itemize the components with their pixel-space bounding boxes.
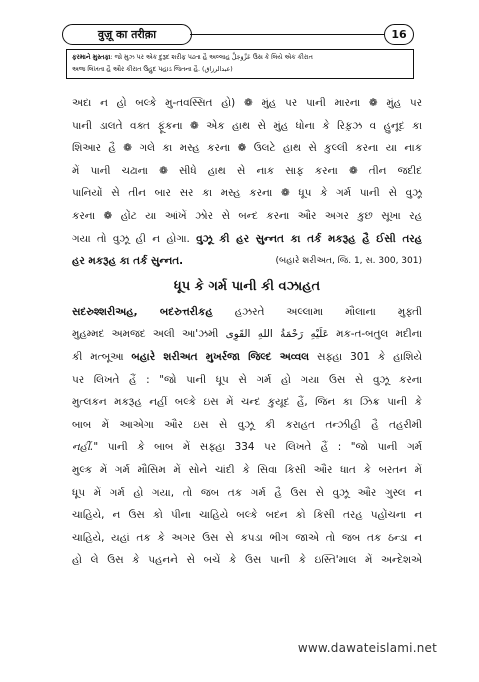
chapter-title: वुज़ू का तरीक़ा <box>62 24 192 45</box>
text-line: ચાહિયે, ન ઉસ કો પીના ચાહિયે બલ્કે બદન કો કિસી તરહ પહોંચના ન <box>72 509 422 522</box>
text-line: સદરુશ્શરીઅહ, બદરુત્તરીકહ હઝરતે અલ્લામા મૌલાના મુફ્તી <box>72 305 422 318</box>
text-line: કરના ❁ હોંટ યા આંખેં ઝોર સે બન્દ કરના ઔર અગર કુછ સૂખા રહ <box>72 209 422 222</box>
reference-citation: (બહારે શરીઅત, જિ. 1, સ. 300, 301) <box>275 256 422 267</box>
text-line <box>72 250 422 273</box>
text-line: અદા ન હો બલ્કે મુ-તવસ્સિત હો) ❁ મુંહ પર પાની મારના ❁ મુંહ પર <box>72 97 422 109</box>
text-line: નહીં." પાની કે બાબ મેં સફ્હા 334 પર લિખતે હૈં : "જો પાની ગર્મ <box>72 441 422 454</box>
text-line: બાબ મેં આએગા ઔર ઇસ સે વુઝૂ કી કરાહત તન્ઝીહી હૈ તહરીમી <box>72 418 422 431</box>
page-number: 16 <box>384 24 414 45</box>
page-header <box>62 24 414 45</box>
text-line: મુલ્ક મેં ગર્મ મૌસિમ મેં સોને ચાંદી કે સિવા કિસી ઔર ધાત કે બરતન મેં <box>72 463 422 476</box>
section-heading: ધૂપ કે ગર્મ પાની કી વઝાહત <box>173 278 321 294</box>
farmaan-label: ફરમાને મુસ્તફા <box>72 54 111 61</box>
text-line: પાની ડાલતે વક્ત ફૂંકના ❁ એક હાથ સે મુંહ ધોના કે રિફ઼ઝ વ હુનૂદ કા <box>72 119 422 132</box>
text-line: કી મત્બૂઆ બહારે શરીઅત મુખર્રજા જિલ્દ અવ્વલ સફ્હા 301 કે હાશિયે <box>72 350 422 363</box>
text-line: મુહમ્મદ અમજદ અલી આ'ઝમી عَلَيْهِ رَحْمَةُ اللهِ القَوِی મક-ત-બતુલ મદીના <box>72 328 422 341</box>
farmaan-line-2: અજ્ર લિખતા હૈ ઔર કીરાત ઉહુદ પહાડ જિતના હૈ. (عبدالرزاق) <box>72 66 233 73</box>
text-line: પાનિયોં સે તીન બાર સર કા મસ્હ કરના ❁ ધૂપ કે ગર્મ પાની સે વુઝૂ <box>72 187 422 200</box>
bold-rule: વુઝૂ કી હર સુન્નત કા તર્ક મકરૂહ હૈ ઈસી તરહ <box>196 232 422 245</box>
text-line: હો લે ઉસ કે પહનને સે બચેં કે ઉસ પાની કે ઇસ્તિ'માલ મેં અન્દેશએ <box>72 554 422 567</box>
farmaan-box <box>66 49 414 79</box>
text-line: મુત્લકન મકરૂહ નહીં બલ્કે ઇસ મેં ચન્દ કુયૂદ હૈં, જિન કા ઝિક્ર પાની કે <box>72 396 422 409</box>
book-title: બહારે શરીઅત મુખર્રજા જિલ્દ અવ્વલ <box>131 350 310 363</box>
text-line: શિઆર હૈ ❁ ગલે કા મસ્હ કરના ❁ ઉલટે હાથ સે કુલ્લી કરના યા નાક <box>72 142 422 155</box>
text-line: મેં પાની ચઢાના ❁ સીધે હાથ સે નાક સાફ કરના ❁ તીન જદીદ <box>72 164 422 177</box>
farmaan-line-1: ફરમાને મુસ્તફા: જો મુઝ પર એક દુરૂદ શરીફ પઢતા હૈ અલ્લાહ عَزَّوَجَلَّ ઉસ કે લિયે એક કીરાત <box>72 54 313 61</box>
header-rule <box>190 34 384 35</box>
body-text <box>72 92 422 572</box>
text-line: ગયા તો વુઝૂ હી ન હોગા. વુઝૂ કી હર સુન્નત કા તર્ક મકરૂહ હૈ ઈસી તરહ <box>72 232 422 245</box>
footer-url: www.dawateislami.net <box>297 641 437 655</box>
text-line: પર લિખતે હૈં : "જો પાની ધૂપ સે ગર્મ હો ગયા ઉસ સે વુઝૂ કરના <box>72 373 422 386</box>
text-line: ચાહિયે, યહાં તક કે અગર ઉસ સે કપડા ભીગ જાએ તો જબ તક ઠન્ડા ન <box>72 531 422 544</box>
text-line: ધૂપ મેં ગર્મ હો ગયા, તો જબ તક ગર્મ હૈ ઉસ સે વુઝૂ ઔર ગુસ્લ ન <box>72 486 422 499</box>
bold-rule: હર મકરૂહ કા તર્ક સુન્નત. <box>72 255 184 268</box>
